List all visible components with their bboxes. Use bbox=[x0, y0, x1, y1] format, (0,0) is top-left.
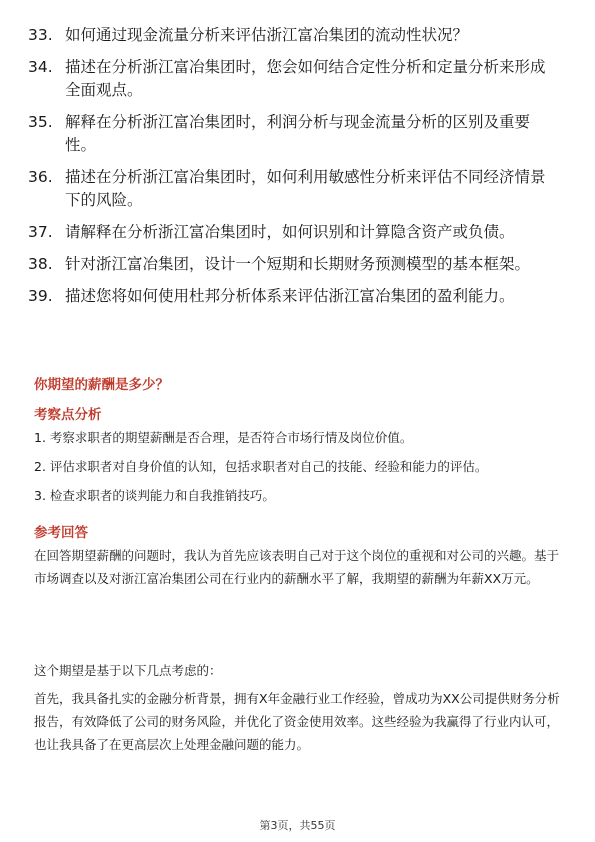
salary-question-heading: 你期望的薪酬是多少？ bbox=[34, 377, 169, 393]
answer-paragraph: 这个期望是基于以下几点考虑的： bbox=[34, 663, 222, 678]
question-item bbox=[28, 285, 560, 308]
analysis-point: 2. 评估求职者对自身价值的认知，包括求职者对自己的技能、经验和能力的评估。 bbox=[34, 459, 488, 474]
question-item bbox=[28, 56, 560, 102]
analysis-heading: 考察点分析 bbox=[34, 407, 102, 423]
question-item bbox=[28, 24, 560, 47]
analysis-point: 3. 检查求职者的谈判能力和自我推销技巧。 bbox=[34, 488, 275, 503]
analysis-point: 1. 考察求职者的期望薪酬是否合理，是否符合市场行情及岗位价值。 bbox=[34, 430, 413, 445]
question-text: 如何通过现金流量分析来评估浙江富冶集团的流动性状况？ bbox=[65, 26, 469, 44]
question-number: 38. bbox=[28, 255, 53, 273]
question-number: 33. bbox=[28, 26, 53, 44]
question-list bbox=[28, 24, 560, 317]
question-number: 39. bbox=[28, 287, 53, 305]
answer-paragraph: 首先，我具备扎实的金融分析背景，拥有X年金融行业工作经验，曾成功为XX公司提供财务分析报告，有效降低了公司的财务风险，并优化了资金使用效率。这些经验为我赢得了行业内认可，也让我具备了在更高层次上处理金融问题的能力。 bbox=[34, 691, 560, 752]
question-number: 35. bbox=[28, 113, 53, 131]
answer-heading: 参考回答 bbox=[34, 525, 88, 541]
question-item bbox=[28, 253, 560, 276]
question-text: 针对浙江富冶集团，设计一个短期和长期财务预测模型的基本框架。 bbox=[65, 255, 531, 273]
question-text: 描述在分析浙江富冶集团时，您会如何结合定性分析和定量分析来形成全面观点。 bbox=[65, 58, 546, 99]
question-item bbox=[28, 221, 560, 244]
question-number: 34. bbox=[28, 58, 53, 76]
page-number-footer: 第3页，共55页 bbox=[259, 819, 336, 832]
answer-paragraph: 在回答期望薪酬的问题时，我认为首先应该表明自己对于这个岗位的重视和对公司的兴趣。基于市场调查以及对浙江富冶集团公司在行业内的薪酬水平了解，我期望的薪酬为年薪XX万元。 bbox=[34, 548, 560, 586]
question-text: 解释在分析浙江富冶集团时，利润分析与现金流量分析的区别及重要性。 bbox=[65, 113, 531, 154]
question-number: 37. bbox=[28, 223, 53, 241]
question-text: 描述您将如何使用杜邦分析体系来评估浙江富冶集团的盈利能力。 bbox=[65, 287, 515, 305]
question-text: 请解释在分析浙江富冶集团时，如何识别和计算隐含资产或负债。 bbox=[65, 223, 515, 241]
question-number: 36. bbox=[28, 168, 53, 186]
question-text: 描述在分析浙江富冶集团时，如何利用敏感性分析来评估不同经济情景下的风险。 bbox=[65, 168, 546, 209]
question-item bbox=[28, 166, 560, 212]
question-item bbox=[28, 111, 560, 157]
